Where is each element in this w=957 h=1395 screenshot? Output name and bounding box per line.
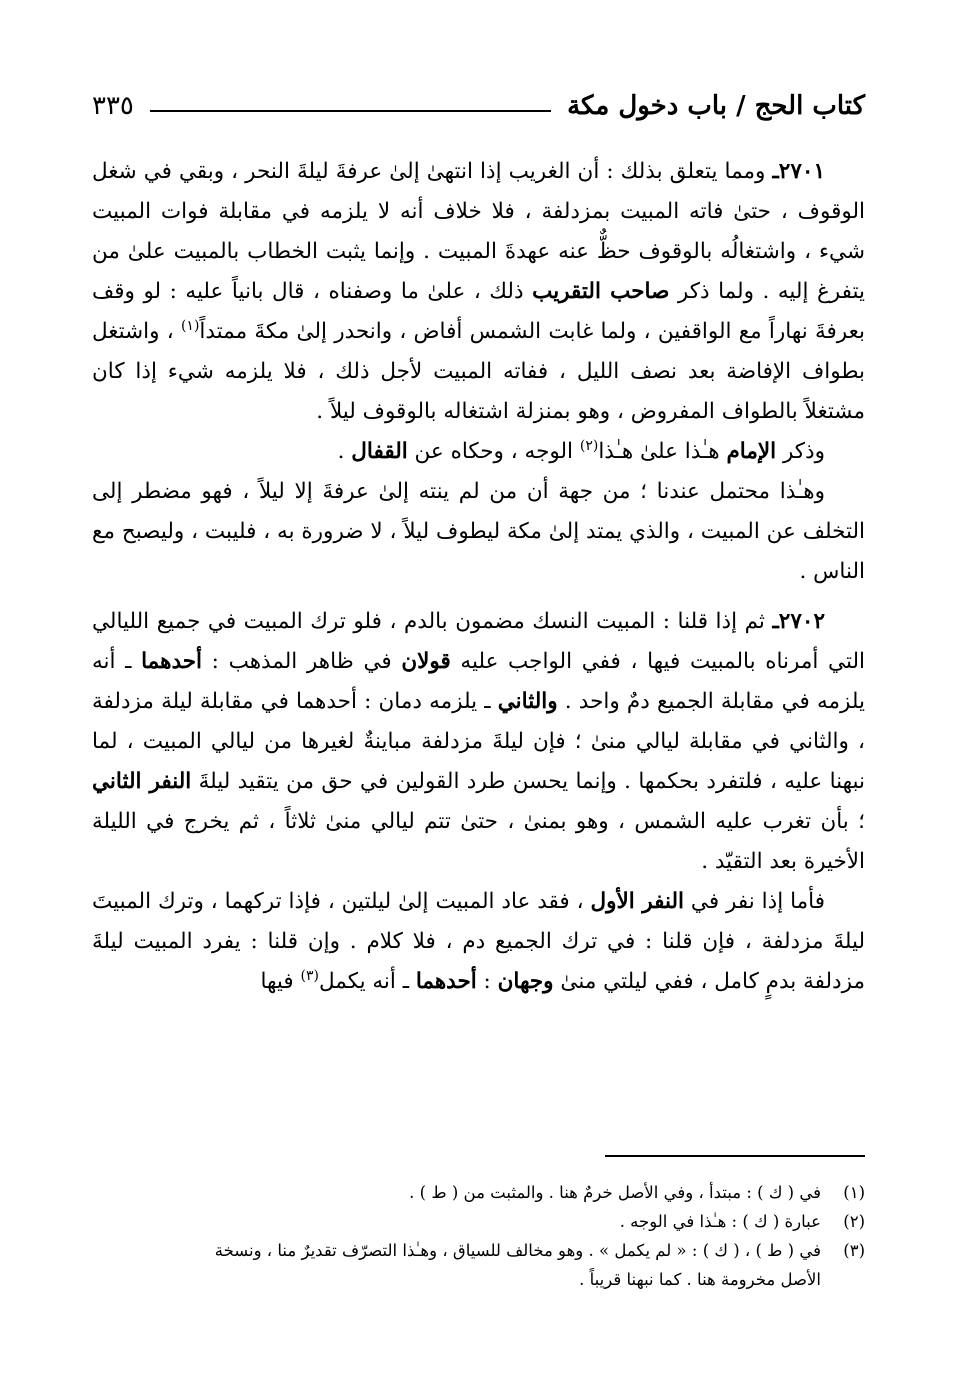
footnote-marker: (٢)	[843, 1212, 865, 1231]
bold-term: أحدهما	[141, 649, 202, 674]
header-rule	[150, 110, 551, 112]
bold-term: القفال	[351, 439, 408, 464]
footnote-separator	[605, 1155, 865, 1157]
text-run: .	[337, 439, 352, 464]
footnote	[92, 1207, 865, 1236]
text-run: ـ يلزمه دمان : أحدهما في مقابلة ليلة مزدلفة ، والثاني في مقابلة ليالي منىٰ ؛ فإن ليلةَ مزدلفة مباينةٌ لغيرها من ليالي المبيت ، لما نبهنا عليه ، فلتفرد بحكمها . وإنما يحسن طرد القولين في حق من يتقيد ليلةَ	[92, 689, 865, 794]
bold-term: والثاني	[497, 689, 558, 714]
text-run: هـٰذا علىٰ هـٰذا	[598, 439, 727, 464]
paragraph	[92, 882, 865, 1002]
paragraph	[92, 602, 865, 882]
bold-term: قولان	[401, 649, 451, 674]
bold-term: أحدهما	[415, 969, 477, 994]
footnote-marker: (١)	[843, 1183, 865, 1202]
footnote-text: عبارة ( ك ) : هـٰذا في الوجه .	[619, 1212, 821, 1231]
paragraph	[92, 432, 865, 472]
footnotes	[92, 1178, 865, 1294]
footnote	[92, 1178, 865, 1207]
text-run: ثم إذا قلنا : المبيت النسك مضمون بالدم ، فلو ترك المبيت في جميع الليالي التي أمرناه بالمبيت فيها ، ففي الواجب عليه	[92, 609, 865, 674]
text-run: الوجه ، وحكاه عن	[407, 439, 580, 464]
text-run: في ظاهر المذهب :	[202, 649, 402, 674]
footnote-ref: (٣)	[300, 967, 319, 984]
text-run: فيها	[260, 969, 301, 994]
bold-term: الإمام	[726, 439, 777, 464]
text-run: وهـٰذا محتمل عندنا ؛ من جهة أن من لم ينته إلىٰ عرفةَ إلا ليلاً ، فهو مضطر إلى التخلف عن المبيت ، والذي يمتد إلىٰ مكة ليطوف ليلاً ، لا ضرورة به ، فليبت ، وليصبح مع الناس .	[92, 479, 865, 584]
text-run: ـ أنه يكمل	[318, 969, 416, 994]
text-run: ذلك ، علىٰ ما وصفناه ، قال بانياً عليه : لو وقف بعرفةَ نهاراً مع الواقفين ، ولما غابت الشمس أفاض ، وانحدر إلىٰ مكةَ ممتداً	[92, 279, 865, 344]
bold-term: النفر الثاني	[92, 769, 192, 794]
footnote	[92, 1236, 865, 1265]
page-number: ٣٣٥	[92, 91, 134, 121]
footnote-continuation: الأصل مخرومة هنا . كما نبهنا قريباً .	[579, 1270, 821, 1289]
text-run: فأما إذا نفر في	[684, 889, 825, 914]
paragraph-gap	[92, 592, 865, 602]
text-run: ؛ بأن تغرب عليه الشمس ، وهو بمنىٰ ، حتىٰ تتم ليالي منىٰ ثلاثاً ، ثم يخرج في الليلة الأخيرة بعد التقيّد .	[92, 809, 865, 874]
running-header	[92, 78, 865, 126]
paragraph	[92, 472, 865, 592]
text-run: :	[476, 969, 498, 994]
text-run: ـ أنه يلزمه في مقابلة الجميع دمٌ واحد .	[92, 649, 865, 714]
bold-term: وجهان	[497, 969, 554, 994]
text-run: ، فقد عاد المبيت إلىٰ ليلتين ، فإذا تركهما ، وترك المبيتَ ليلةَ مزدلفة ، فإن قلنا : في ترك الجميع دم ، فلا كلام . وإن قلنا : يفرد المبيت ليلةَ مزدلفة بدمٍ كامل ، ففي ليلتي منىٰ	[92, 889, 865, 994]
bold-term: صاحب التقريب	[532, 279, 670, 304]
footnote-text: في ( ط ) ، ( ك ) : « لم يكمل » . وهو مخالف للسياق ، وهـٰذا التصرّف تقديرٌ منا ، ونسخة	[214, 1241, 821, 1260]
header-title: كتاب الحج / باب دخول مكة	[567, 91, 865, 121]
footnote-marker: (٣)	[843, 1241, 865, 1260]
footnote-text: في ( ك ) : مبتدأ ، وفي الأصل خرمٌ هنا . والمثبت من ( ط ) .	[409, 1183, 821, 1202]
main-text	[92, 152, 865, 1002]
footnote-ref: (٢)	[579, 437, 599, 454]
text-run: ومما يتعلق بذلك : أن الغريب إذا انتهىٰ إلىٰ عرفةَ ليلةَ النحر ، وبقي في شغل الوقوف ، حتىٰ فاته المبيت بمزدلفة ، فلا خلاف أنه لا يلزمه في مقابلة فوات المبيت شيء ، واشتغالُه بالوقوف حظٌّ عنه عهدةَ المبيت . وإنما يثبت الخطاب بالمبيت علىٰ من يتفرغ إليه . ولما ذكر	[92, 159, 866, 304]
footnote-ref: (١)	[180, 317, 200, 334]
text-run: ، واشتغل بطواف الإفاضة بعد نصف الليل ، ففاته المبيت لأجل ذلك ، فلا يلزمه شيء إذا كان مشتغلاً بالطواف المفروض ، وهو بمنزلة اشتغاله بالوقوف ليلاً .	[92, 319, 865, 424]
bold-term: النفر الأول	[590, 889, 685, 914]
paragraph	[92, 152, 865, 432]
paragraph-number: ٢٧٠١ـ	[772, 159, 825, 184]
paragraph-number: ٢٧٠٢ـ	[772, 609, 825, 634]
text-run: وذكر	[776, 439, 825, 464]
